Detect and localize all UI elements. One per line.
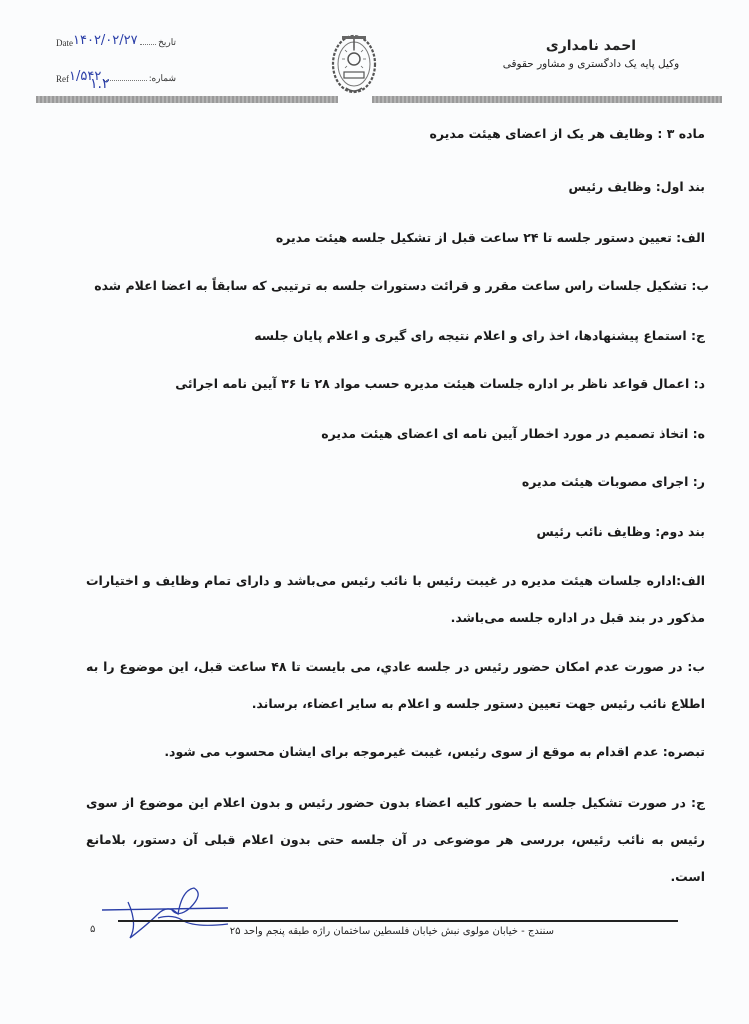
date-dotted-line: [140, 44, 156, 45]
ref-label-en: Ref: [56, 74, 69, 84]
date-value: ۱۴۰۲/۰۲/۲۷: [73, 33, 138, 48]
lawyer-name: احمد نامداری: [545, 38, 637, 54]
article-heading: ماده ۳ : وظایف هر یک از اعضای هیئت مدیره: [429, 126, 705, 141]
footer-rule: [118, 920, 678, 922]
date-ref-block: [56, 26, 176, 84]
letterhead-identity: [461, 38, 721, 70]
date-row: [56, 26, 176, 48]
note-tabsare: تبصره: عدم اقدام به موقع از سوی رئیس، غیبت غیرموجه برای ایشان محسوب می شود.: [164, 744, 705, 759]
section2-heading: بند دوم: وظایف نائب رئیس: [536, 524, 705, 539]
bar-association-emblem-icon: [330, 32, 378, 98]
header-bar-left: [36, 96, 338, 103]
ref-row: [56, 62, 176, 84]
section2-item: الف:اداره جلسات هیئت مدیره در غیبت رئیس با نائب رئیس می‌باشد و دارای تمام وظایف و اختیارات مذکور در بند قبل در اداره جلسه می‌باشد.: [86, 573, 705, 625]
section2-item: ج: در صورت تشکیل جلسه با حضور کلیه اعضاء بدون حضور رئیس و بدون اعلام این موضوع از سوی رئیس به نائب رئیس، بررسی هر موضوعی در آن جلسه حتی بدون اعلام قبلی آن دستور، بلامانع است.: [86, 795, 705, 884]
section1-heading: بند اول: وظایف رئیس: [568, 179, 705, 194]
section1-item: ج: استماع پیشنهادها، اخذ رای و اعلام نتیجه رای گیری و اعلام پایان جلسه: [254, 328, 705, 343]
section1-item: ه: اتخاذ تصمیم در مورد اخطار آیین نامه ای اعضای هیئت مدیره: [321, 426, 705, 441]
section1-item: د: اعمال قواعد ناظر بر اداره جلسات هیئت مدیره حسب مواد ۲۸ تا ۳۶ آیین نامه اجرائی: [175, 376, 705, 391]
header-bar-right: [372, 96, 722, 103]
ref-value-line2: ۱.۲: [90, 76, 110, 92]
section1-item: ر: اجرای مصوبات هیئت مدیره: [521, 474, 705, 489]
lawyer-title: وکیل پایه یک دادگستری و مشاور حقوقی: [502, 58, 680, 70]
date-label-fa: تاریخ: [158, 37, 176, 47]
ref-dotted-line: [103, 80, 147, 81]
section2-item: ب: در صورت عدم امکان حضور رئیس در جلسه عادي، می بایست تا ۴۸ ساعت قبل، این موضوع را به اطلاع نائب رئیس جهت تعیین دستور جلسه و اعلام به سایر اعضاء، برساند.: [86, 659, 705, 711]
section1-item: ب: تشکیل جلسات راس ساعت مقرر و قرائت دستورات جلسه به ترتیبی که سابقاً به اعضا اعلام شده: [94, 278, 709, 293]
footer-address: سنندج - خیابان مولوی نبش خیابان فلسطین ساختمان راژه طبقه پنجم واحد ۲۵: [229, 926, 554, 937]
handwritten-signature-icon: [98, 884, 238, 944]
page-number: ۵: [90, 924, 96, 935]
section1-item: الف: تعیین دستور جلسه تا ۲۴ ساعت قبل از تشکیل جلسه هیئت مدیره: [275, 230, 705, 245]
date-label-en: Date: [56, 38, 73, 48]
ref-label-fa: شماره:: [148, 73, 176, 83]
ref-value: ۱/۵۴۲: [69, 69, 102, 84]
